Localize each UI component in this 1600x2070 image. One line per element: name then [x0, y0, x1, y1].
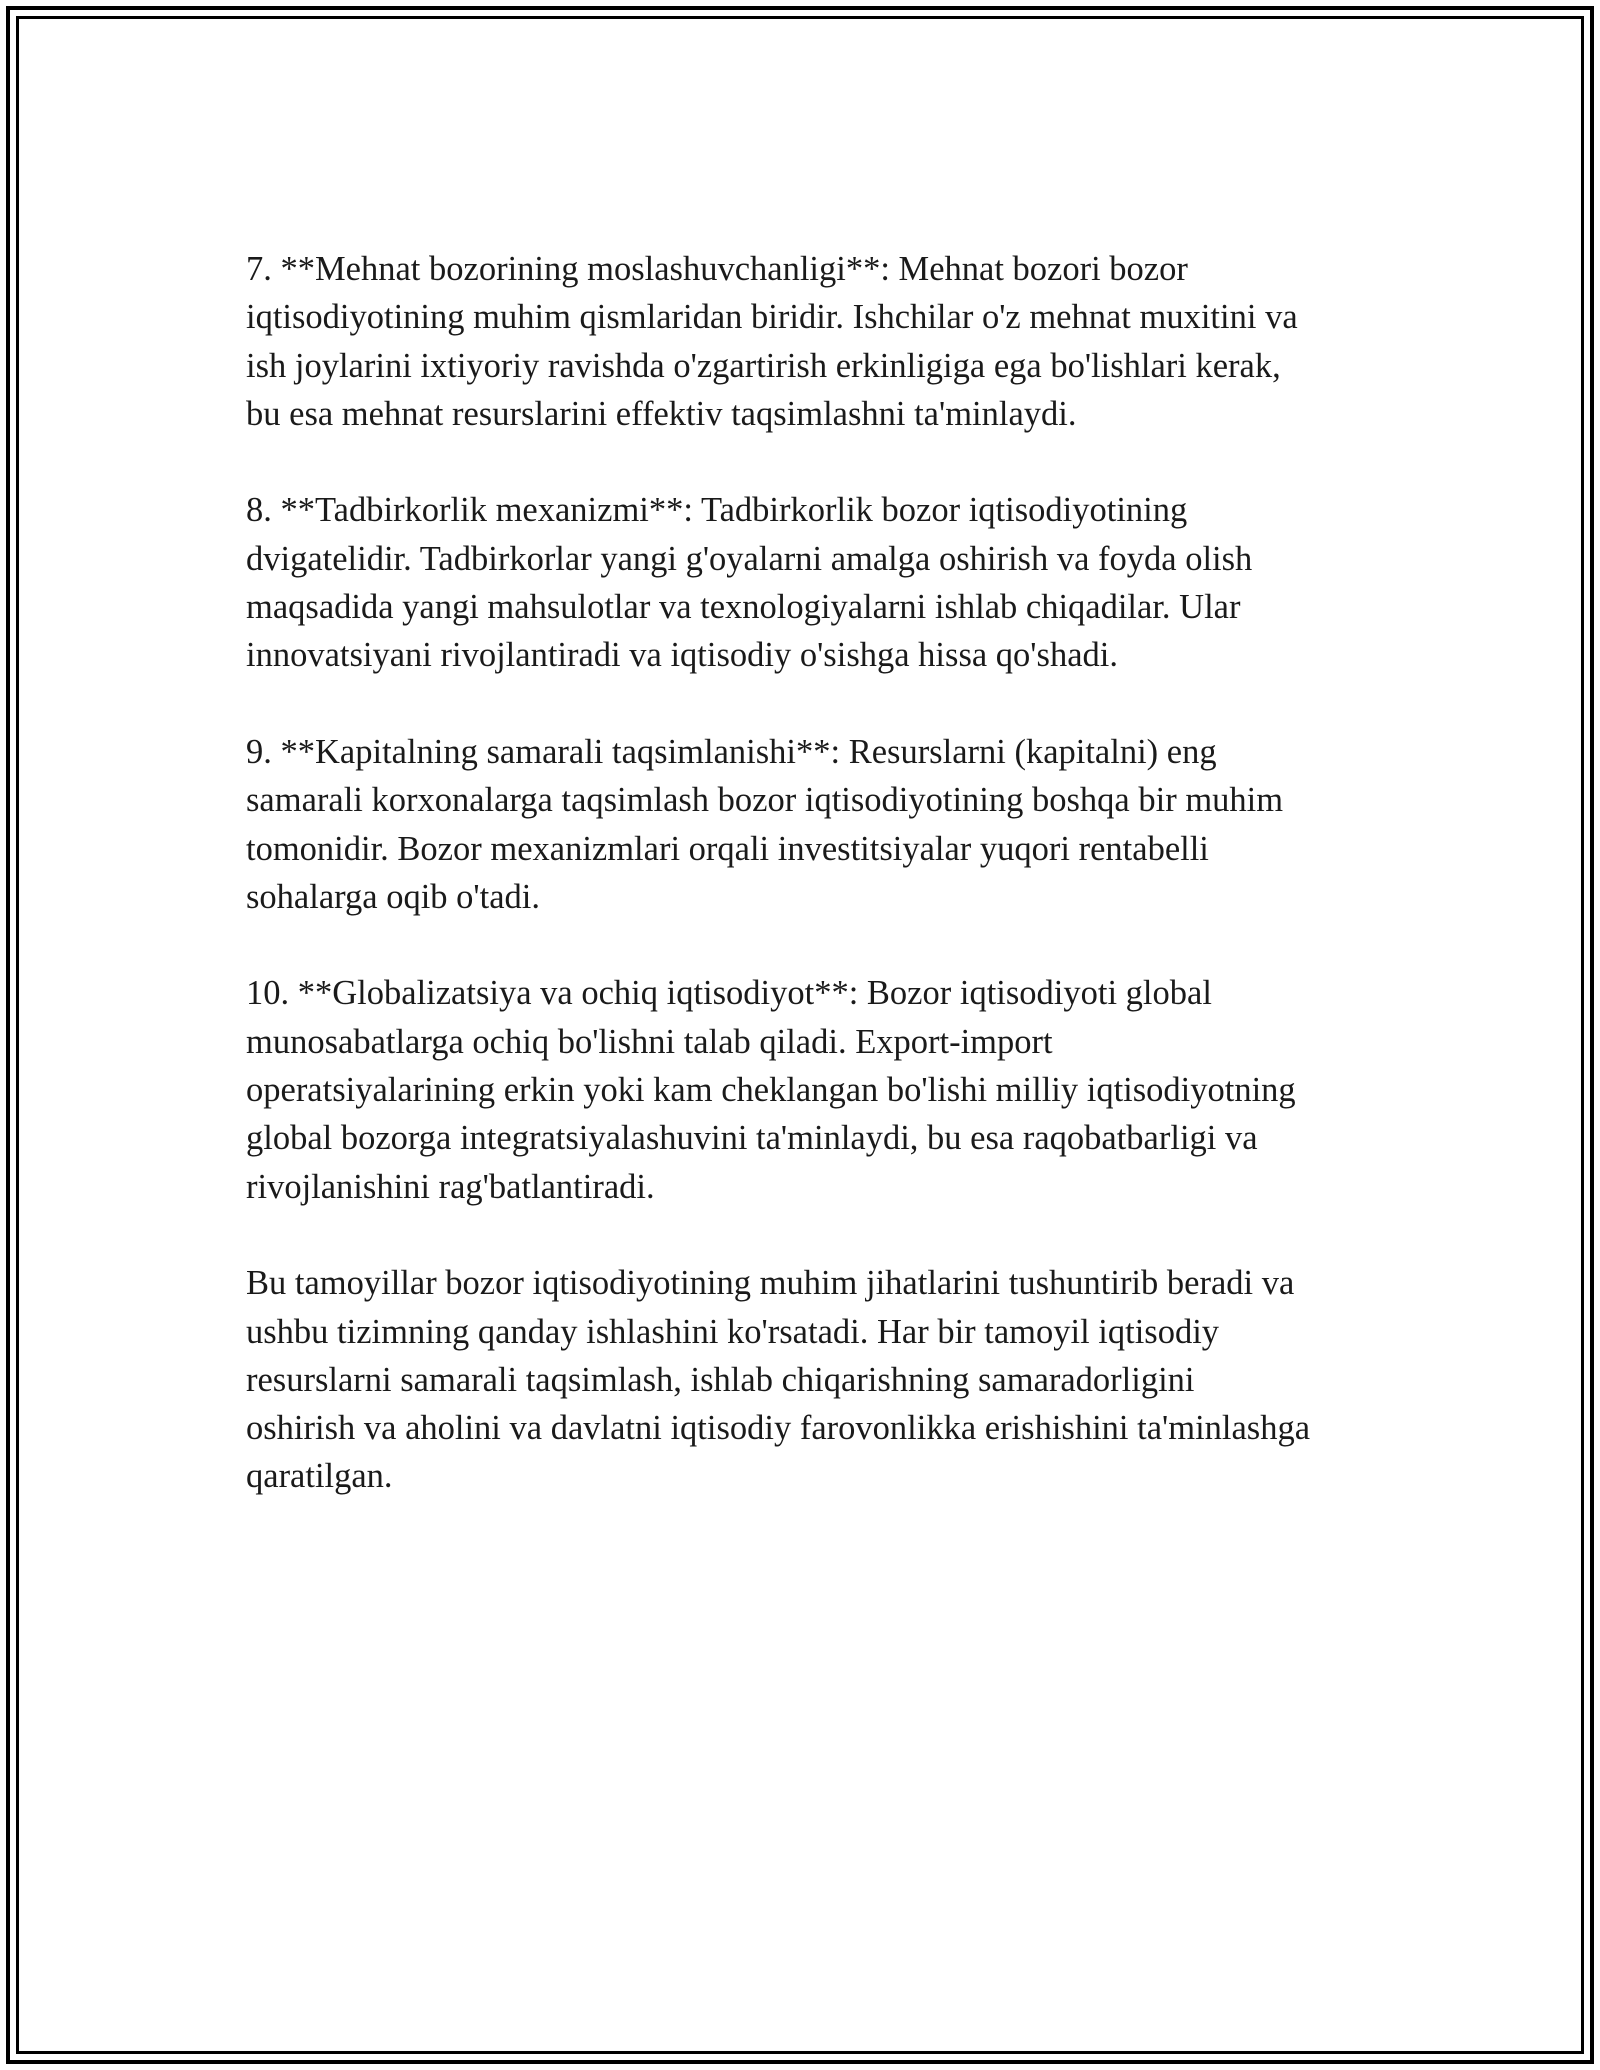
paragraph-item-7: 7. **Mehnat bozorining moslashuvchanligi**: Mehnat bozori bozor iqtisodiyotining muhim qismlaridan biridir. Ishchilar o'z mehnat muxitini va ish joylarini ixtiyoriy ravishda o'zgartirish erkinligiga ega bo'lishlari kerak, bu esa mehnat resurslarini effektiv taqsimlashni ta'minlaydi. — [246, 250, 1298, 433]
paragraph-item-9: 9. **Kapitalning samarali taqsimlanishi**: Resurslarni (kapitalni) eng samarali korxonalarga taqsimlash bozor iqtisodiyotining boshqa bir muhim tomonidir. Bozor mexanizmlari orqali investitsiyalar yuqori rentabelli sohalarga oqib o'tadi. — [246, 732, 1284, 916]
paragraph-item-10: 10. **Globalizatsiya va ochiq iqtisodiyot**: Bozor iqtisodiyoti global munosabatlarga ochiq bo'lishni talab qiladi. Export-import operatsiyalarining erkin yoki kam cheklangan bo'lishi milliy iqtisodiyotning global bozorga integratsiyalashuvini ta'minlaydi, bu esa raqobatbarligi va rivojlanishini rag'batlantiradi. — [246, 974, 1296, 1206]
paragraph-conclusion: Bu tamoyillar bozor iqtisodiyotining muhim jihatlarini tushuntirib beradi va ushbu tizimning qanday ishlashini ko'rsatadi. Har bir tamoyil iqtisodiy resurslarni samarali taqsimlash, ishlab chiqarishning samaradorligini oshirish va aholini va davlatni iqtisodiy farovonlikka erishishini ta'minlashga qaratilgan. — [246, 1264, 1311, 1496]
document-page — [6, 6, 1594, 2064]
paragraph-item-8: 8. **Tadbirkorlik mexanizmi**: Tadbirkorlik bozor iqtisodiyotining dvigatelidir. Tadbirkorlar yangi g'oyalarni amalga oshirish va foyda olish maqsadida yangi mahsulotlar va texnologiyalarni ishlab chiqadilar. Ular innovatsiyani rivojlantiradi va iqtisodiy o'sishga hissa qo'shadi. — [246, 491, 1253, 675]
document-body — [246, 245, 1396, 1549]
